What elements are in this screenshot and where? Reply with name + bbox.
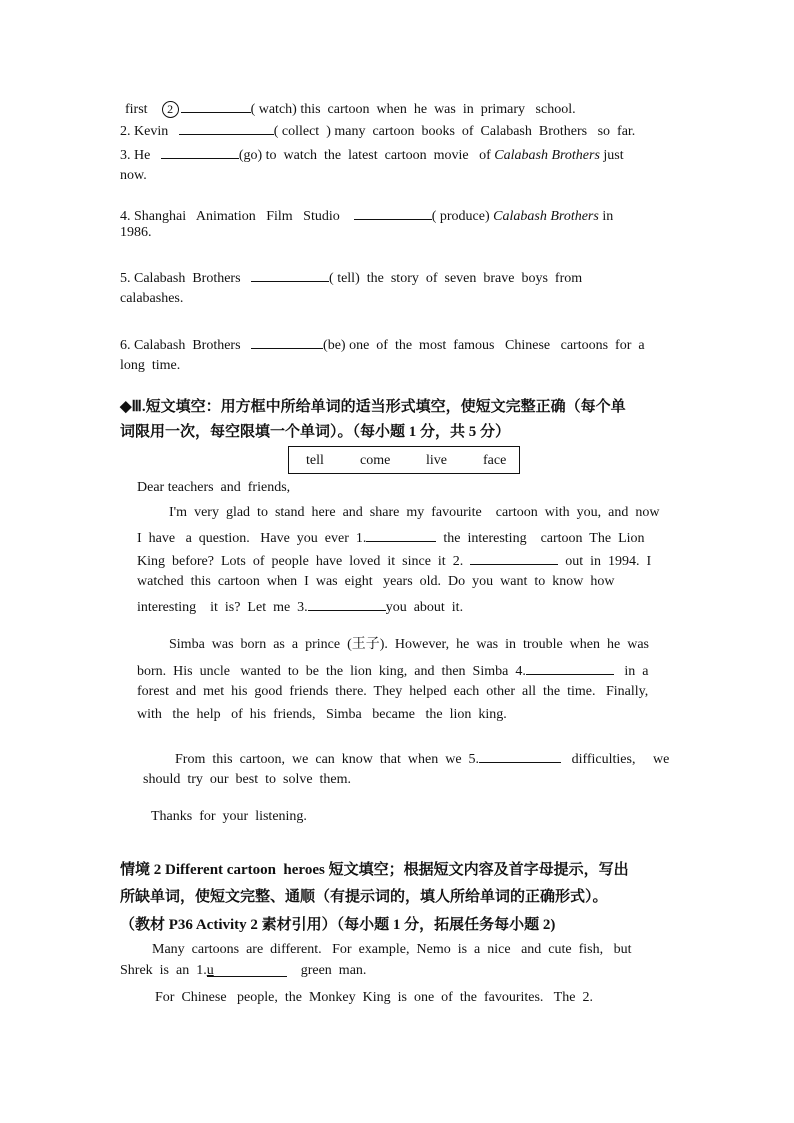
question-4-hint: ( produce) xyxy=(431,209,490,224)
question-5-text: the story of seven brave boys from xyxy=(366,271,583,286)
question-1-prefix: first xyxy=(125,102,148,117)
question-4-line2: 1986. xyxy=(120,225,152,240)
passage-blank-1[interactable] xyxy=(366,527,436,542)
situation-2-line4: Many cartoons are different. For example, Nemo is a nice and cute fish, but xyxy=(152,942,632,957)
word-box-item: tell xyxy=(306,453,324,468)
question-2-line xyxy=(120,120,635,141)
question-3-line2: now. xyxy=(120,168,147,183)
question-1-line xyxy=(125,98,576,119)
answer-blank-6[interactable] xyxy=(251,334,323,349)
question-4-prefix: 4. Shanghai Animation Film Studio xyxy=(120,209,340,224)
question-3-prefix: 3. He xyxy=(120,148,151,163)
question-5-prefix: 5. Calabash Brothers xyxy=(120,271,241,286)
passage-p3-line2: should try our best to solve them. xyxy=(143,772,352,787)
passage-text: difficulties, we xyxy=(571,752,670,767)
question-2-prefix: 2. Kevin xyxy=(120,124,169,139)
passage-p2-line2 xyxy=(137,660,648,681)
section-3-heading-line2: 词限用一次，每空限填一个单词）。（每小题 1 分，共 5 分） xyxy=(120,424,511,440)
answer-blank-2[interactable] xyxy=(179,120,274,135)
answer-blank-3[interactable] xyxy=(161,144,239,159)
question-2-text: many cartoon books of Calabash Brothers so far. xyxy=(334,124,636,139)
question-3-line xyxy=(120,144,624,165)
passage-text: out in 1994. I xyxy=(565,554,652,569)
passage-p1-line5 xyxy=(137,596,463,617)
situation-blank-1[interactable] xyxy=(207,962,287,977)
passage-p1-line4: watched this cartoon when I was eight years old. Do you want to know how xyxy=(137,574,615,589)
passage-text: interesting it is? Let me 3. xyxy=(137,600,308,615)
question-6-text: one of the most famous Chinese cartoons for a xyxy=(349,338,645,353)
question-6-line2: long time. xyxy=(120,358,181,373)
passage-text: green man. xyxy=(300,963,367,978)
passage-text: King before? Lots of people have loved it since it 2. xyxy=(137,554,464,569)
passage-blank-3[interactable] xyxy=(308,596,386,611)
word-box xyxy=(288,446,520,474)
situation-2-heading-line1: 情境 2 Different cartoon heroes 短文填空；根据短文内容及首字母提示，写出 xyxy=(120,862,629,878)
situation-2-heading-line2: 所缺单词，使短文完整、通顺（有提示词的，填人所给单词的正确形式）。 xyxy=(120,889,608,905)
passage-blank-2[interactable] xyxy=(470,550,558,565)
question-6-prefix: 6. Calabash Brothers xyxy=(120,338,241,353)
passage-p3-line1 xyxy=(175,748,669,769)
question-5-line2: calabashes. xyxy=(120,291,184,306)
passage-blank-5[interactable] xyxy=(479,748,561,763)
word-box-item: come xyxy=(360,453,391,468)
question-4-line xyxy=(120,205,613,226)
passage-p1-line2 xyxy=(137,527,645,548)
passage-blank-4[interactable] xyxy=(526,660,614,675)
question-1-hint: ( watch) xyxy=(250,102,297,117)
word-box-item: face xyxy=(483,453,507,468)
situation-2-line6: For Chinese people, the Monkey King is one of the favourites. The 2. xyxy=(155,990,593,1005)
passage-closing: Thanks for your listening. xyxy=(151,809,307,824)
answer-blank-4[interactable] xyxy=(354,205,432,220)
question-5-hint: ( tell) xyxy=(329,271,360,286)
question-3-title: Calabash Brothers xyxy=(494,148,600,163)
question-6-line xyxy=(120,334,645,355)
question-3-text: to watch the latest cartoon movie of xyxy=(265,148,491,163)
question-1-text: this cartoon when he was in primary school. xyxy=(300,102,576,117)
situation-2-line5 xyxy=(120,962,366,980)
passage-p1-line3 xyxy=(137,550,651,571)
question-4-tail: in xyxy=(602,209,614,224)
passage-text: From this cartoon, we can know that when we 5. xyxy=(175,752,480,767)
word-box-item: live xyxy=(426,453,447,468)
question-2-hint: ( collect ) xyxy=(273,124,331,139)
circled-number: 2 xyxy=(162,101,179,118)
passage-p2-line3: forest and met his good friends there. They helped each other all the time. Finally, xyxy=(137,684,649,699)
question-4-title: Calabash Brothers xyxy=(493,209,599,224)
answer-blank-5[interactable] xyxy=(251,267,329,282)
situation-2-heading-line3: （教材 P36 Activity 2 素材引用）（每小题 1 分，拓展任务每小题 2) xyxy=(120,917,556,933)
passage-p1-line1: I'm very glad to stand here and share my favourite cartoon with you, and now xyxy=(169,505,660,520)
passage-p2-line4: with the help of his friends, Simba became the lion king. xyxy=(137,707,507,722)
question-5-line xyxy=(120,267,582,288)
question-3-tail: just xyxy=(603,148,624,163)
passage-text: I have a question. Have you ever 1. xyxy=(137,531,367,546)
first-letter-hint: u xyxy=(206,963,214,978)
question-6-hint: (be) xyxy=(323,338,346,353)
passage-text: Shrek is an 1. xyxy=(120,963,207,978)
section-3-heading-line1: ◆Ⅲ.短文填空：用方框中所给单词的适当形式填空，使短文完整正确（每个单 xyxy=(120,399,626,415)
answer-blank-1[interactable] xyxy=(181,98,251,113)
passage-text: in a xyxy=(624,664,649,679)
passage-greeting: Dear teachers and friends, xyxy=(137,480,291,495)
passage-p2-line1: Simba was born as a prince (王子). However, he was in trouble when he was xyxy=(169,637,649,652)
passage-text: born. His uncle wanted to be the lion king, and then Simba 4. xyxy=(137,664,526,679)
passage-text: you about it. xyxy=(385,600,464,615)
question-3-hint: (go) xyxy=(238,148,263,163)
passage-text: the interesting cartoon The Lion xyxy=(443,531,645,546)
